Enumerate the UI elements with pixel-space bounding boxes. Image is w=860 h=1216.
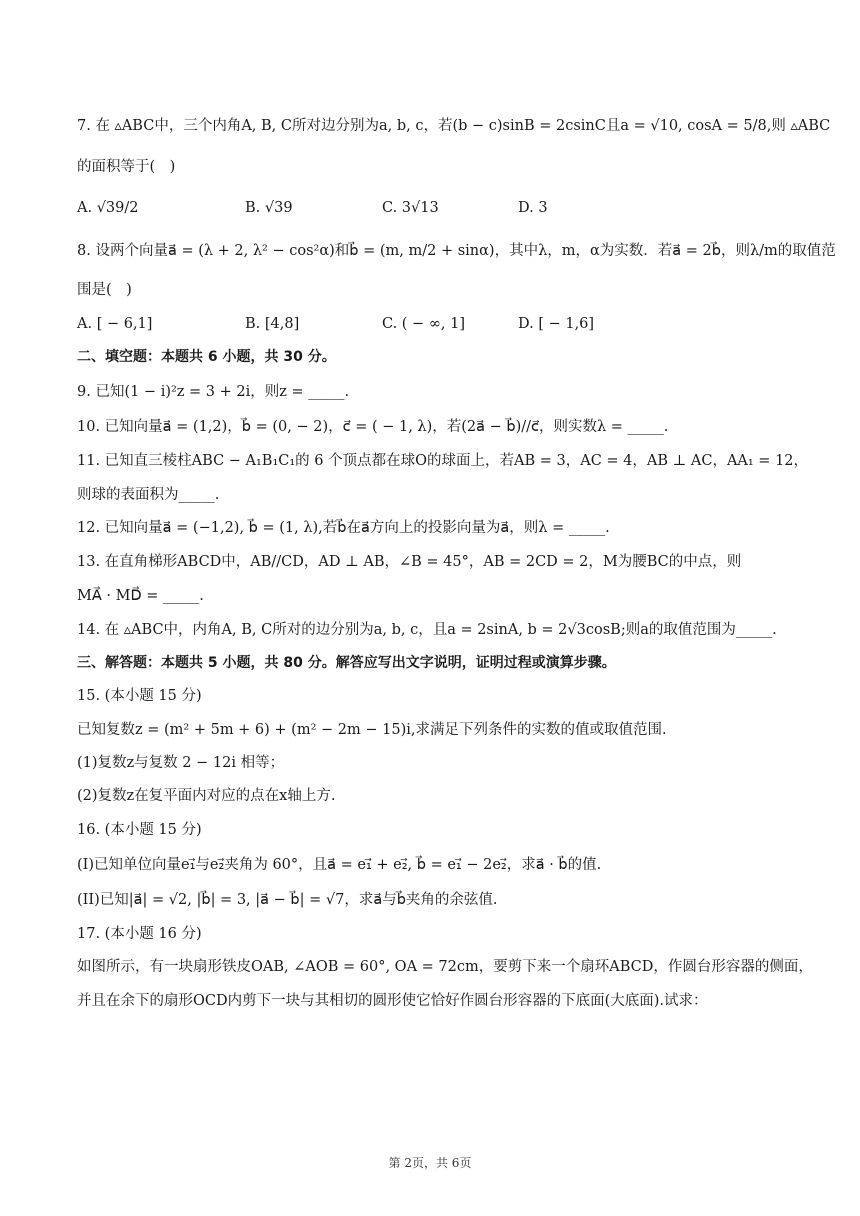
q16-heading: 16. (本小题 15 分) bbox=[77, 822, 202, 838]
q8-option-d: D. [ − 1,6] bbox=[518, 316, 595, 332]
q12-line: 12. 已知向量a⃗ = (−1,2), b⃗ = (1, λ),若b⃗在a⃗方向上的投影向量为a⃗，则λ = _____. bbox=[77, 520, 610, 536]
q7-option-b: B. √39 bbox=[245, 200, 293, 216]
q13-line2: MA⃗ · MD⃗ = _____. bbox=[77, 588, 204, 604]
q15-stem: 已知复数z = (m² + 5m + 6) + (m² − 2m − 15)i,求满足下列条件的实数的值或取值范围. bbox=[77, 722, 667, 738]
q15-heading: 15. (本小题 15 分) bbox=[77, 688, 202, 704]
q17-heading: 17. (本小题 16 分) bbox=[77, 926, 202, 942]
q15-part2: (2)复数z在复平面内对应的点在x轴上方. bbox=[77, 788, 336, 804]
q10-line: 10. 已知向量a⃗ = (1,2)，b⃗ = (0, − 2)，c⃗ = ( − 1, λ)，若(2a⃗ − b⃗)//c⃗，则实数λ = _____. bbox=[77, 419, 669, 435]
section-fill-in-heading: 二、填空题：本题共 6 小题，共 30 分。 bbox=[77, 349, 336, 365]
q8-line2: 围是( ) bbox=[77, 282, 132, 298]
q8-option-b: B. [4,8] bbox=[245, 316, 300, 332]
q15-part1: (1)复数z与复数 2 − 12i 相等； bbox=[77, 755, 285, 771]
q11-line2: 则球的表面积为_____. bbox=[77, 487, 220, 503]
q8-option-c: C. ( − ∞, 1] bbox=[382, 316, 465, 332]
q17-line1: 如图所示，有一块扇形铁皮OAB, ∠AOB = 60°, OA = 72cm，要剪下来一个扇环ABCD，作圆台形容器的侧面， bbox=[77, 959, 813, 975]
q7-line2: 的面积等于( ) bbox=[77, 159, 176, 175]
q14-line: 14. 在 ▵ABC中，内角A, B, C所对的边分别为a, b, c，且a = 2sinA, b = 2√3cosB;则a的取值范围为_____. bbox=[77, 622, 777, 638]
q16-part1: (I)已知单位向量e₁⃗与e₂⃗夹角为 60°，且a⃗ = e₁⃗ + e₂⃗, b⃗ = e₁⃗ − 2e₂⃗，求a⃗ · b⃗的值. bbox=[77, 857, 602, 873]
q16-part2: (II)已知|a⃗| = √2, |b⃗| = 3, |a⃗ − b⃗| = √7，求a⃗与b⃗夹角的余弦值. bbox=[77, 892, 498, 908]
q8-option-a: A. [ − 6,1] bbox=[77, 316, 153, 332]
q9-line: 9. 已知(1 − i)²z = 3 + 2i，则z = _____. bbox=[77, 384, 350, 400]
q7-option-a: A. √39/2 bbox=[77, 200, 139, 216]
q13-line1: 13. 在直角梯形ABCD中，AB//CD，AD ⊥ AB，∠B = 45°，AB = 2CD = 2，M为腰BC的中点，则 bbox=[77, 554, 742, 570]
q7-option-c: C. 3√13 bbox=[382, 200, 439, 216]
q11-line1: 11. 已知直三棱柱ABC − A₁B₁C₁的 6 个顶点都在球O的球面上，若AB = 3，AC = 4，AB ⊥ AC，AA₁ = 12， bbox=[77, 453, 809, 469]
page-footer: 第 2页，共 6页 bbox=[388, 1156, 472, 1170]
q17-line2: 并且在余下的扇形OCD内剪下一块与其相切的圆形使它恰好作圆台形容器的下底面(大底面).试求： bbox=[77, 993, 708, 1009]
q7-line1: 7. 在 ▵ABC中，三个内角A, B, C所对边分别为a, b, c，若(b − c)sinB = 2csinC且a = √10, cosA = 5/8,则 ▵ABC bbox=[77, 118, 831, 134]
section-answer-heading: 三、解答题：本题共 5 小题，共 80 分。解答应写出文字说明，证明过程或演算步骤。 bbox=[77, 655, 616, 671]
q7-option-d: D. 3 bbox=[518, 200, 548, 216]
q8-line1: 8. 设两个向量a⃗ = (λ + 2, λ² − cos²α)和b⃗ = (m, m/2 + sinα)，其中λ，m，α为实数．若a⃗ = 2b⃗，则λ/m的取值范 bbox=[77, 243, 836, 259]
